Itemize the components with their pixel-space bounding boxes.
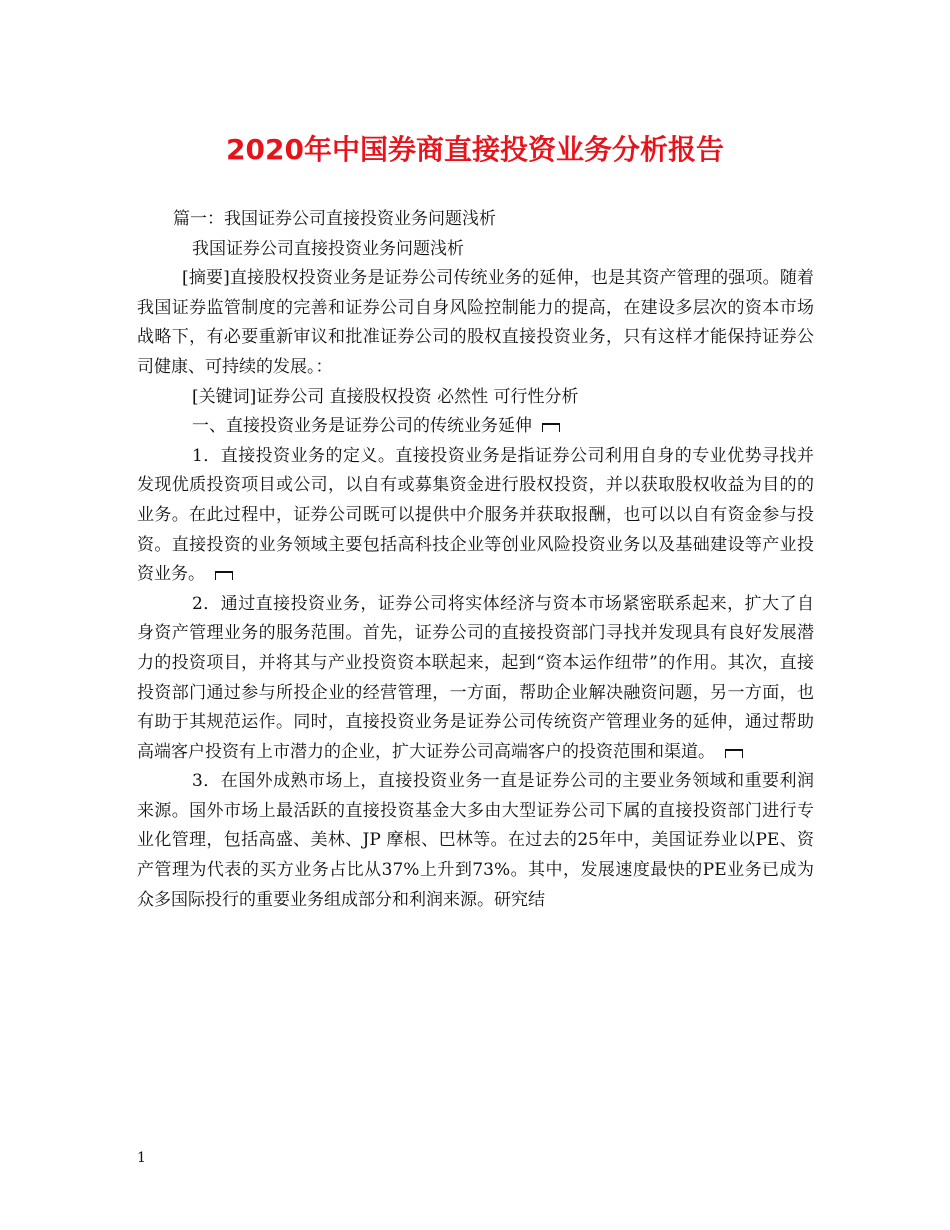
paragraph-text: 1．直接投资业务的定义。直接投资业务是指证券公司利用自身的专业优势寻找并发现优质投资项目或公司，以自有或募集资金进行股权投资，并以获取股权收益为目的的业务。在此过程中，证券公司既可以提供中介服务并获取报酬，也可以以自有资金参与投资。直接投资的业务领域主要包括高科技企业等创业风险投资业务以及基础建设等产业投资业务。 — [137, 445, 814, 585]
paragraph-mark-icon — [542, 423, 560, 432]
document-title: 2020年中国券商直接投资业务分析报告 — [226, 133, 724, 166]
paragraph-mark-icon — [725, 749, 743, 758]
heading-paragraph — [137, 412, 814, 442]
document-body — [137, 205, 814, 915]
body-paragraph-1 — [137, 442, 814, 590]
keywords-paragraph: [关键词]证券公司 直接股权投资 必然性 可行性分析 — [192, 386, 579, 407]
article-heading: 我国证券公司直接投资业务问题浅析 — [192, 238, 464, 259]
paragraph-mark-icon — [215, 571, 233, 580]
abstract-paragraph: [摘要]直接股权投资业务是证券公司传统业务的延伸，也是其资产管理的强项。随着我国证券监管制度的完善和证券公司自身风险控制能力的提高，在建设多层次的资本市场战略下，有必要重新审议和批准证券公司的股权直接投资业务，只有这样才能保持证券公司健康、可持续的发展。： — [137, 268, 814, 377]
page-number: 1 — [137, 1150, 146, 1166]
section-heading: 篇一：我国证券公司直接投资业务问题浅析 — [173, 209, 496, 229]
body-paragraph-3: 3．在国外成熟市场上，直接投资业务一直是证券公司的主要业务领域和重要利润来源。国外市场上最活跃的直接投资基金大多由大型证券公司下属的直接投资部门进行专业化管理，包括高盛、美林、JP 摩根、巴林等。在过去的25年中，美国证券业以PE、资产管理为代表的买方业务占比从37%上升到73%。其中，发展速度最快的PE业务已成为众多国际投行的重要业务组成部分和利润来源。研究结 — [137, 771, 814, 910]
body-paragraph-2 — [137, 590, 814, 768]
paragraph-text: 2．通过直接投资业务，证券公司将实体经济与资本市场紧密联系起来，扩大了自身资产管理业务的服务范围。首先，证券公司的直接投资部门寻找并发现具有良好发展潜力的投资项目，并将其与产业投资资本联起来，起到“资本运作纽带”的作用。其次，直接投资部门通过参与所投企业的经营管理，一方面，帮助企业解决融资问题，另一方面，也有助于其规范运作。同时，直接投资业务是证券公司传统资产管理业务的延伸，通过帮助高端客户投资有上市潜力的企业，扩大证券公司高端客户的投资范围和渠道。 — [137, 593, 814, 762]
heading-text: 一、直接投资业务是证券公司的传统业务延伸 — [192, 416, 532, 437]
